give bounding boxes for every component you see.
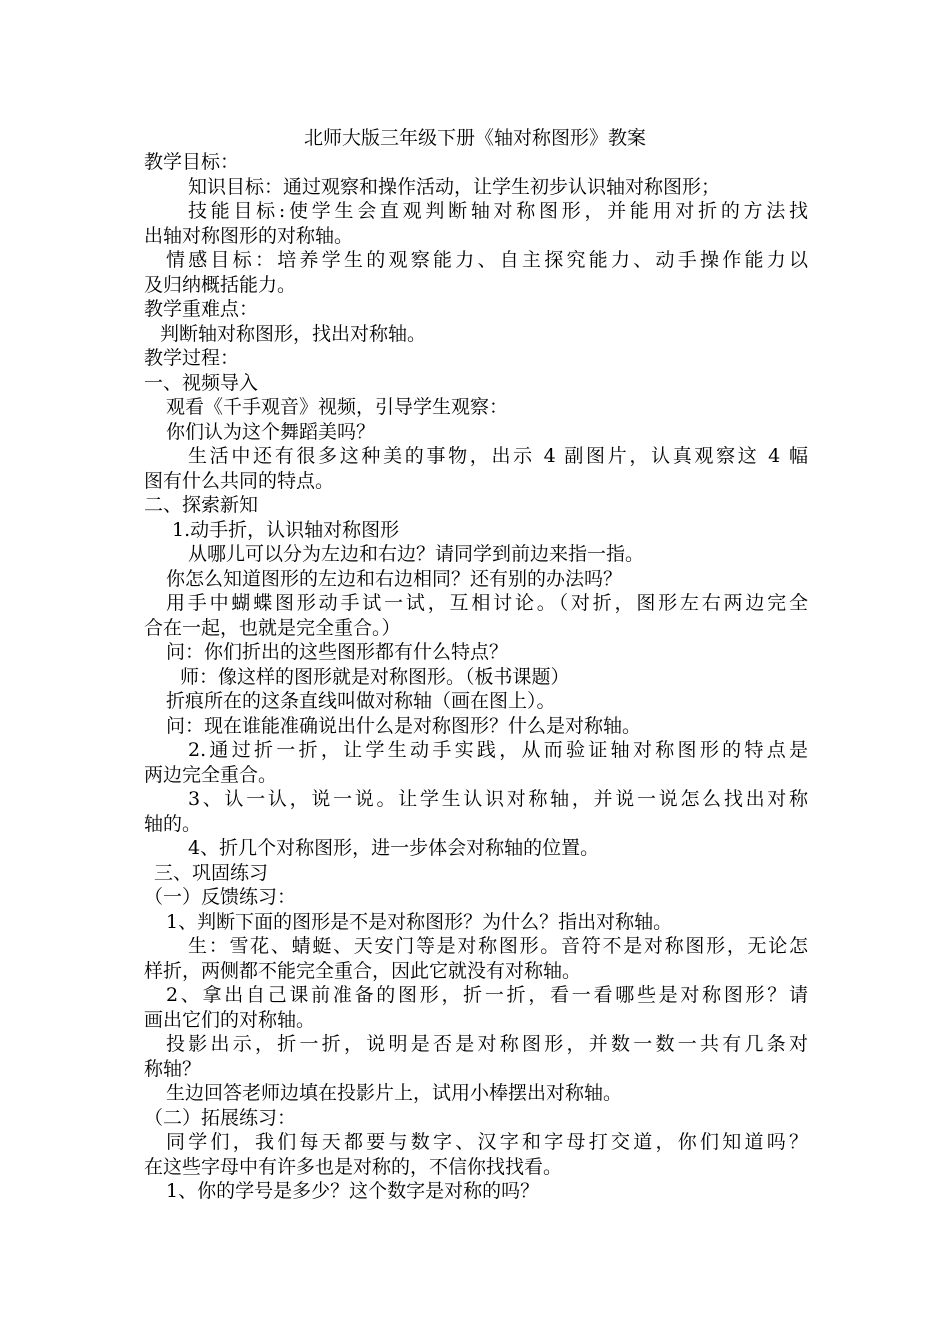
document-title: 北师大版三年级下册《轴对称图形》教案	[303, 127, 646, 149]
paragraph-line: 你们认为这个舞蹈美吗？	[166, 420, 376, 443]
paragraph-line: 问：现在谁能准确说出什么是对称图形？什么是对称轴。	[166, 714, 642, 737]
document-body	[144, 150, 808, 1204]
paragraph-line: 用手中蝴蝶图形动手试一试，互相讨论。（对折，图形左右两边完全	[166, 592, 808, 614]
paragraph-line: 图有什么共同的特点。	[144, 469, 335, 492]
paragraph-line: 在这些字母中有许多也是对称的，不信你找找看。	[144, 1155, 563, 1178]
paragraph-line: 生活中还有很多这种美的事物，出示 4 副图片，认真观察这 4 幅	[188, 445, 808, 467]
paragraph-line: 两边完全重合。	[144, 763, 278, 786]
subsection-heading: （二）拓展练习：	[144, 1106, 297, 1129]
paragraph-line: 从哪儿可以分为左边和右边？请同学到前边来指一指。	[188, 543, 645, 565]
paragraph-line: 技能目标:使学生会直观判断轴对称图形，并能用对折的方法找	[188, 200, 808, 222]
paragraph-line: 1.动手折，认识轴对称图形	[172, 518, 400, 541]
section-heading: 教学目标：	[144, 151, 240, 173]
paragraph-line: 称轴？	[144, 1057, 202, 1080]
paragraph-line: 观看《千手观音》视频，引导学生观察：	[166, 396, 509, 418]
paragraph-line: 出轴对称图形的对称轴。	[144, 224, 354, 247]
paragraph-line: 1、判断下面的图形是不是对称图形？为什么？指出对称轴。	[166, 910, 673, 933]
paragraph-line: 生：雪花、蜻蜓、天安门等是对称图形。音符不是对称图形，无论怎	[188, 935, 808, 957]
paragraph-line: 4、折几个对称图形，进一步体会对称轴的位置。	[188, 837, 600, 859]
section-heading: 三、巩固练习	[154, 861, 269, 884]
paragraph-line: 合在一起，也就是完全重合。）	[144, 616, 401, 639]
paragraph-line: 轴的。	[144, 812, 202, 835]
paragraph-line: 生边回答老师边填在投影片上，试用小棒摆出对称轴。	[166, 1082, 623, 1104]
subsection-heading: （一）反馈练习：	[144, 886, 297, 908]
paragraph-line: 折痕所在的这条直线叫做对称轴（画在图上）。	[166, 690, 556, 712]
paragraph-line: 及归纳概括能力。	[144, 273, 297, 296]
paragraph-line: 1、你的学号是多少？这个数字是对称的吗？	[166, 1180, 540, 1202]
paragraph-line: 问：你们折出的这些图形都有什么特点？	[166, 641, 509, 663]
section-heading: 教学过程：	[144, 347, 240, 369]
paragraph-line: 同学们，我们每天都要与数字、汉字和字母打交道，你们知道吗？	[166, 1131, 808, 1153]
paragraph-line: 情感目标：培养学生的观察能力、自主探究能力、动手操作能力以	[166, 249, 808, 271]
paragraph-line: 2.通过折一折，让学生动手实践，从而验证轴对称图形的特点是	[188, 739, 808, 761]
paragraph-line: 2、拿出自己课前准备的图形，折一折，看一看哪些是对称图形？请	[166, 984, 808, 1006]
paragraph-line: 样折，两侧都不能完全重合，因此它就没有对称轴。	[144, 959, 582, 982]
section-heading: 二、探索新知	[144, 494, 259, 516]
paragraph-line: 师：像这样的图形就是对称图形。（板书课题）	[180, 665, 570, 688]
paragraph-line: 投影出示，折一折，说明是否是对称图形，并数一数一共有几条对	[166, 1033, 808, 1055]
section-heading: 教学重难点：	[144, 298, 259, 320]
paragraph-line: 判断轴对称图形，找出对称轴。	[160, 322, 427, 345]
paragraph-line: 你怎么知道图形的左边和右边相同？还有别的办法吗？	[166, 567, 623, 590]
paragraph-line: 知识目标：通过观察和操作活动，让学生初步认识轴对称图形；	[188, 175, 721, 198]
section-heading: 一、视频导入	[144, 371, 259, 394]
paragraph-line: 3、认一认，说一说。让学生认识对称轴，并说一说怎么找出对称	[188, 788, 808, 810]
paragraph-line: 画出它们的对称轴。	[144, 1008, 316, 1031]
